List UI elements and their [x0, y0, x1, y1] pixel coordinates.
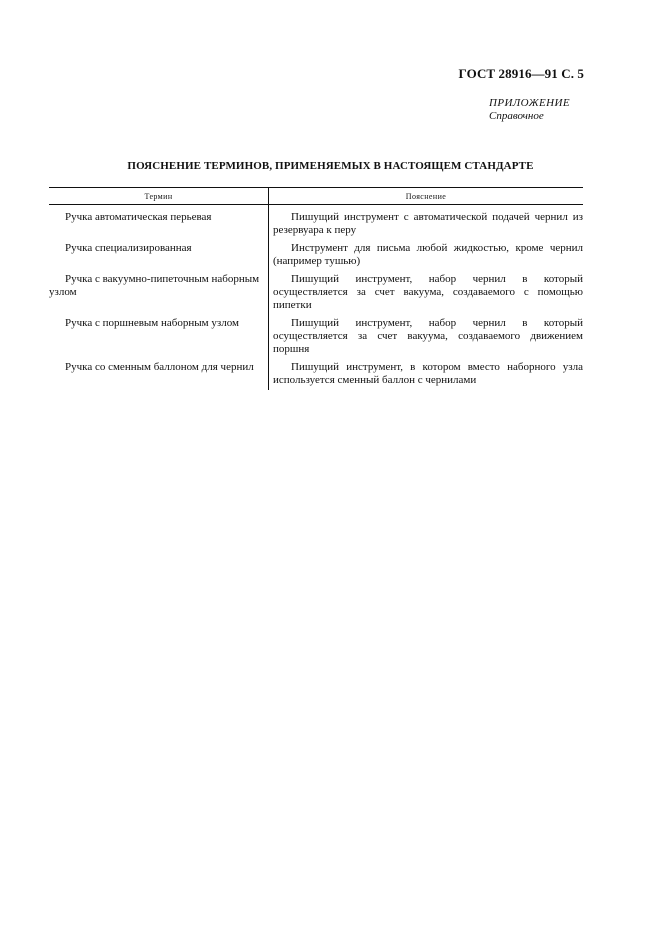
page-header: ГОСТ 28916—91 С. 5 [458, 66, 584, 81]
page-title: ПОЯСНЕНИЕ ТЕРМИНОВ, ПРИМЕНЯЕМЫХ В НАСТОЯЩЕМ СТАНДАРТЕ [127, 160, 534, 172]
table-row [49, 317, 583, 361]
terms-table [49, 187, 583, 390]
explanation-cell: Пишущий инструмент, в котором вместо наборного узла используется сменный баллон с чернилами [273, 361, 583, 386]
explanation-cell: Пишущий инструмент с автоматической подачей чернил из резервуара к перу [273, 211, 583, 236]
table-row [49, 205, 583, 243]
table-row [49, 242, 583, 273]
term-cell: Ручка со сменным баллоном для чернил [49, 361, 269, 390]
table-row [49, 273, 583, 317]
table-header-row [49, 188, 583, 205]
explanation-cell: Пишущий инструмент, набор чернил в который осуществляется за счет вакуума, создаваемого с помощью пипетки [273, 273, 583, 311]
column-header-explanation: Пояснение [269, 188, 584, 205]
explanation-cell: Пишущий инструмент, набор чернил в который осуществляется за счет вакуума, создаваемого движением поршня [273, 317, 583, 355]
term-cell: Ручка с вакуумно-пипеточным наборным узлом [49, 273, 269, 317]
table-row [49, 361, 583, 390]
appendix-type: Справочное [489, 110, 544, 122]
appendix-block [489, 97, 570, 123]
explanation-cell: Инструмент для письма любой жидкостью, кроме чернил (например тушью) [273, 242, 583, 267]
term-cell: Ручка автоматическая перьевая [49, 205, 269, 243]
term-cell: Ручка с поршневым наборным узлом [49, 317, 269, 361]
appendix-label: ПРИЛОЖЕНИЕ [489, 97, 570, 109]
column-header-term: Термин [49, 188, 269, 205]
term-cell: Ручка специализированная [49, 242, 269, 273]
